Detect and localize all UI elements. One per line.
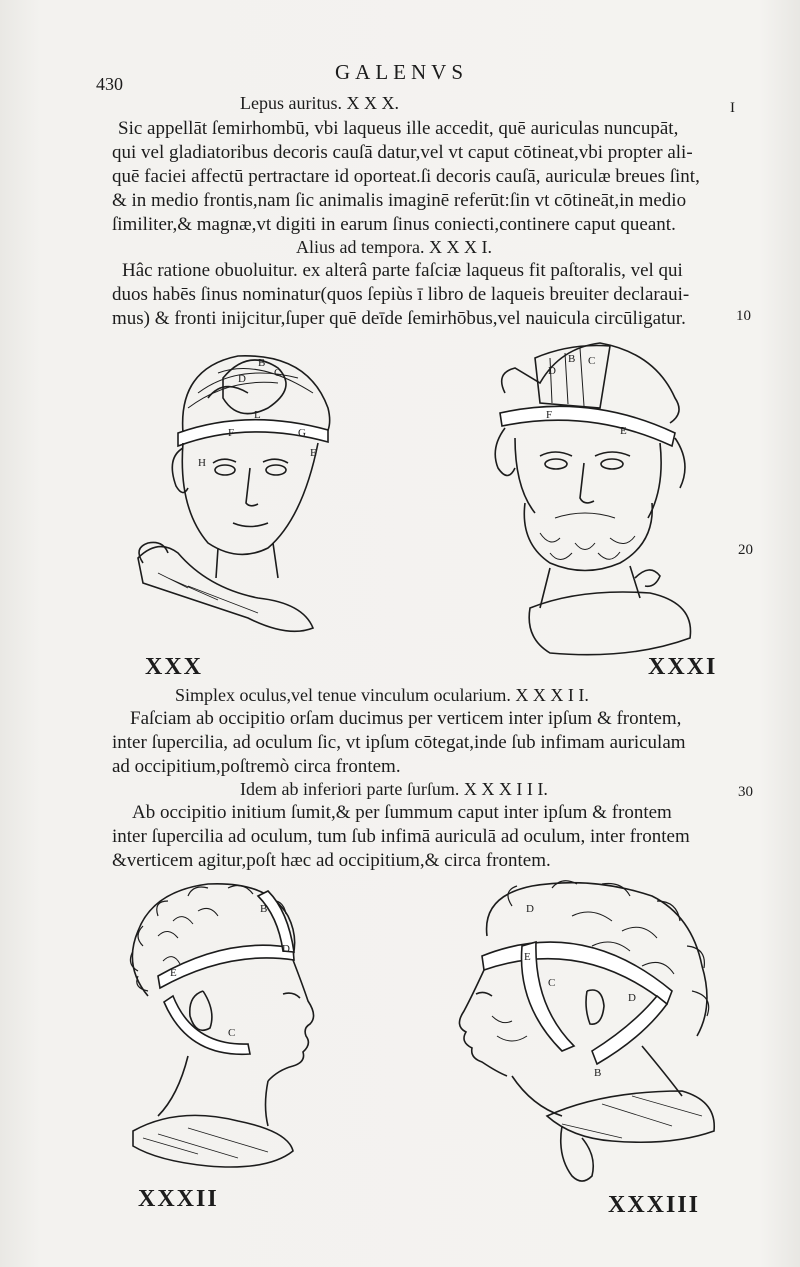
- figure-xxx-woodcut: [128, 338, 348, 648]
- figure-label-xxxiii: XXXIII: [608, 1192, 701, 1218]
- margin-line-number: 30: [738, 784, 753, 800]
- text-line: Faſciam ab occipitio orſam ducimus per verticem inter ipſum & frontem,: [130, 708, 682, 729]
- text-line: mus) & fronti inijcitur,ſuper quē deīde ſemirhōbus,vel nauicula circūligatur.: [112, 308, 686, 329]
- figure-xxxii-woodcut: [118, 876, 338, 1186]
- fig-letter: C: [588, 355, 596, 367]
- text-line: Sic appellāt ſemirhombū, vbi laqueus ille accedit, quē auriculas nuncupāt,: [118, 118, 679, 139]
- fig-letter: E: [524, 951, 531, 963]
- fig-letter: C: [274, 367, 282, 379]
- fig-letter: C: [548, 977, 556, 989]
- fig-letter: H: [198, 457, 206, 469]
- running-title: GALENVS: [335, 60, 468, 84]
- fig-letter: G: [298, 427, 306, 439]
- text-line: & in medio frontis,nam ſic animalis imaginē referūt:ſin vt cōtineāt,in medio: [112, 190, 687, 211]
- margin-line-number: 10: [736, 308, 751, 324]
- text-line: quē faciei affectū pertractare id oporteat.ſi decoris cauſā, auriculæ breues ſint,: [112, 166, 700, 187]
- figure-xxxiii-woodcut: [452, 876, 722, 1196]
- fig-letter: D: [238, 373, 246, 385]
- fig-letter: D: [548, 365, 556, 377]
- section-heading-xxxii: Simplex oculus,vel tenue vinculum ocularium. X X X I I.: [175, 685, 589, 705]
- fig-letter: E: [310, 447, 317, 459]
- text-line: Ab occipitio initium ſumit,& per ſummum caput inter ipſum & frontem: [132, 802, 672, 823]
- fig-letter: E: [170, 967, 177, 979]
- section-heading-xxx: Lepus auritus. X X X.: [240, 93, 399, 113]
- margin-line-number: I: [730, 100, 735, 116]
- fig-letter: B: [568, 353, 576, 365]
- fig-letter: B: [260, 903, 268, 915]
- text-line: ad occipitium,poſtremò circa frontem.: [112, 756, 401, 777]
- text-line: inter ſupercilia, ad oculum ſic, vt ipſum cōtegat,inde ſub infimam auriculam: [112, 732, 686, 753]
- fig-letter: D: [526, 903, 534, 915]
- fig-letter: C: [228, 1027, 236, 1039]
- figure-label-xxxii: XXXII: [138, 1186, 219, 1212]
- figure-label-xxxi: XXXI: [648, 654, 718, 680]
- figure-label-xxx: XXX: [145, 654, 203, 680]
- fig-letter: D: [628, 992, 636, 1004]
- section-heading-xxxi: Alius ad tempora. X X X I.: [296, 237, 492, 257]
- fig-letter: B: [258, 357, 266, 369]
- text-line: inter ſupercilia ad oculum, tum ſub infimā auriculā ad oculum, inter frontem: [112, 826, 690, 847]
- fig-letter: B: [594, 1067, 602, 1079]
- text-line: &verticem agitur,poſt hæc ad occipitium,& circa frontem.: [112, 850, 551, 871]
- figure-xxxi-woodcut: [480, 338, 700, 658]
- fig-letter: L: [254, 409, 261, 421]
- margin-line-number: 20: [738, 542, 753, 558]
- page-number: 430: [96, 74, 123, 94]
- fig-letter: F: [546, 409, 553, 421]
- fig-letter: F: [228, 427, 235, 439]
- text-line: duos habēs ſinus nominatur(quos ſepiùs ī libro de laqueis breuiter declaraui-: [112, 284, 690, 305]
- fig-letter: E: [620, 425, 627, 437]
- section-heading-xxxiii: Idem ab inferiori parte ſurſum. X X X I I I.: [240, 779, 548, 799]
- text-line: ſimiliter,& magnæ,vt digiti in earum ſinus coniecti,continere caput queant.: [112, 214, 676, 235]
- fig-letter: D: [282, 943, 290, 955]
- text-line: qui vel gladiatoribus decoris cauſā datur,vel vt caput cōtineat,vbi propter ali-: [112, 142, 693, 163]
- text-line: Hâc ratione obuoluitur. ex alterâ parte faſciæ laqueus fit paſtoralis, vel qui: [122, 260, 683, 281]
